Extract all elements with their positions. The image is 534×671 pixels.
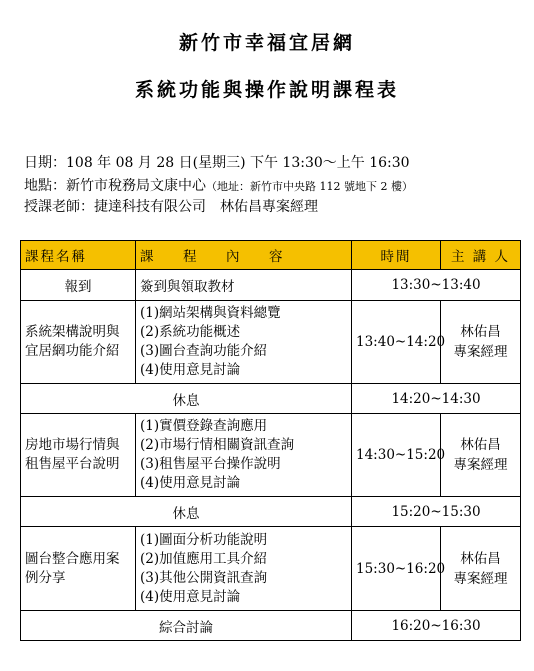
session1-content <box>136 301 352 384</box>
session1-name: 系統架構說明與宜居網功能介紹 <box>21 301 136 384</box>
table-row-break1 <box>21 384 521 414</box>
date-line: 日期：108 年 08 月 28 日(星期三) 下午 13:30～上午 16:30 <box>24 155 410 171</box>
speaker-title: 專案經理 <box>453 457 508 473</box>
session2-name: 房地市場行情與租售屋平台說明 <box>21 414 136 497</box>
session1-time: 13:40~14:20 <box>352 301 441 384</box>
speaker-title: 專案經理 <box>453 344 508 360</box>
discussion-label: 綜合討論 <box>21 611 352 641</box>
page-subtitle: 系統功能與操作說明課程表 <box>134 79 399 101</box>
table-row-checkin <box>21 270 521 301</box>
table-row-break2 <box>21 497 521 527</box>
speaker-name: 林佑昌 <box>460 437 501 453</box>
header-time: 時間 <box>352 241 441 270</box>
schedule-table <box>20 240 521 641</box>
session2-speaker <box>441 414 521 497</box>
session3-content <box>136 527 352 611</box>
session3-time: 15:30~16:20 <box>352 527 441 611</box>
speaker-name: 林佑昌 <box>460 324 501 340</box>
location-main: 地點：新竹市稅務局文康中心 <box>24 178 206 194</box>
speaker-title: 專案經理 <box>453 570 508 587</box>
break2-time: 15:20~15:30 <box>352 497 521 527</box>
table-header-row <box>21 241 521 270</box>
table-row-session1 <box>21 301 521 384</box>
list-item: (2)加值應用工具介紹 <box>140 550 268 567</box>
list-item: (3)租售屋平台操作說明 <box>140 456 281 472</box>
discussion-time: 16:20~16:30 <box>352 611 521 641</box>
checkin-name: 報到 <box>21 270 136 301</box>
speaker-name: 林佑昌 <box>460 550 501 567</box>
list-item: (1)實價登錄查詢應用 <box>140 418 268 434</box>
header-course-name: 課程名稱 <box>21 241 136 270</box>
list-item: (1)網站架構與資料總覽 <box>140 305 281 321</box>
session3-name: 圖台整合應用案例分享 <box>21 527 136 611</box>
table-row-discussion <box>21 611 521 641</box>
list-item: (4)使用意見討論 <box>140 588 241 605</box>
list-item: (3)其他公開資訊查詢 <box>140 569 268 586</box>
location-address: （地址：新竹市中央路 112 號地下 2 樓） <box>206 180 413 193</box>
session3-speaker <box>441 527 521 611</box>
page-title: 新竹市幸福宜居網 <box>178 32 355 54</box>
list-item: (2)系統功能概述 <box>140 324 241 340</box>
session2-content <box>136 414 352 497</box>
break1-time: 14:20~14:30 <box>352 384 521 414</box>
list-item: (4)使用意見討論 <box>140 475 241 491</box>
break2-label: 休息 <box>21 497 352 527</box>
list-item: (1)圖面分析功能說明 <box>140 531 268 548</box>
break1-label: 休息 <box>21 384 352 414</box>
session1-speaker <box>441 301 521 384</box>
list-item: (4)使用意見討論 <box>140 362 241 378</box>
checkin-time: 13:30~13:40 <box>352 270 521 301</box>
table-row-session2 <box>21 414 521 497</box>
location-line <box>24 177 413 196</box>
checkin-content: 簽到與領取教材 <box>136 270 352 301</box>
list-item: (2)市場行情相關資訊查詢 <box>140 437 295 453</box>
table-row-session3 <box>21 527 521 611</box>
header-course-content: 課 程 內 容 <box>136 241 352 270</box>
instructor-line: 授課老師：捷達科技有限公司 林佑昌專案經理 <box>24 199 318 215</box>
session2-time: 14:30~15:20 <box>352 414 441 497</box>
header-speaker: 主 講 人 <box>441 241 521 270</box>
list-item: (3)圖台查詢功能介紹 <box>140 343 268 359</box>
